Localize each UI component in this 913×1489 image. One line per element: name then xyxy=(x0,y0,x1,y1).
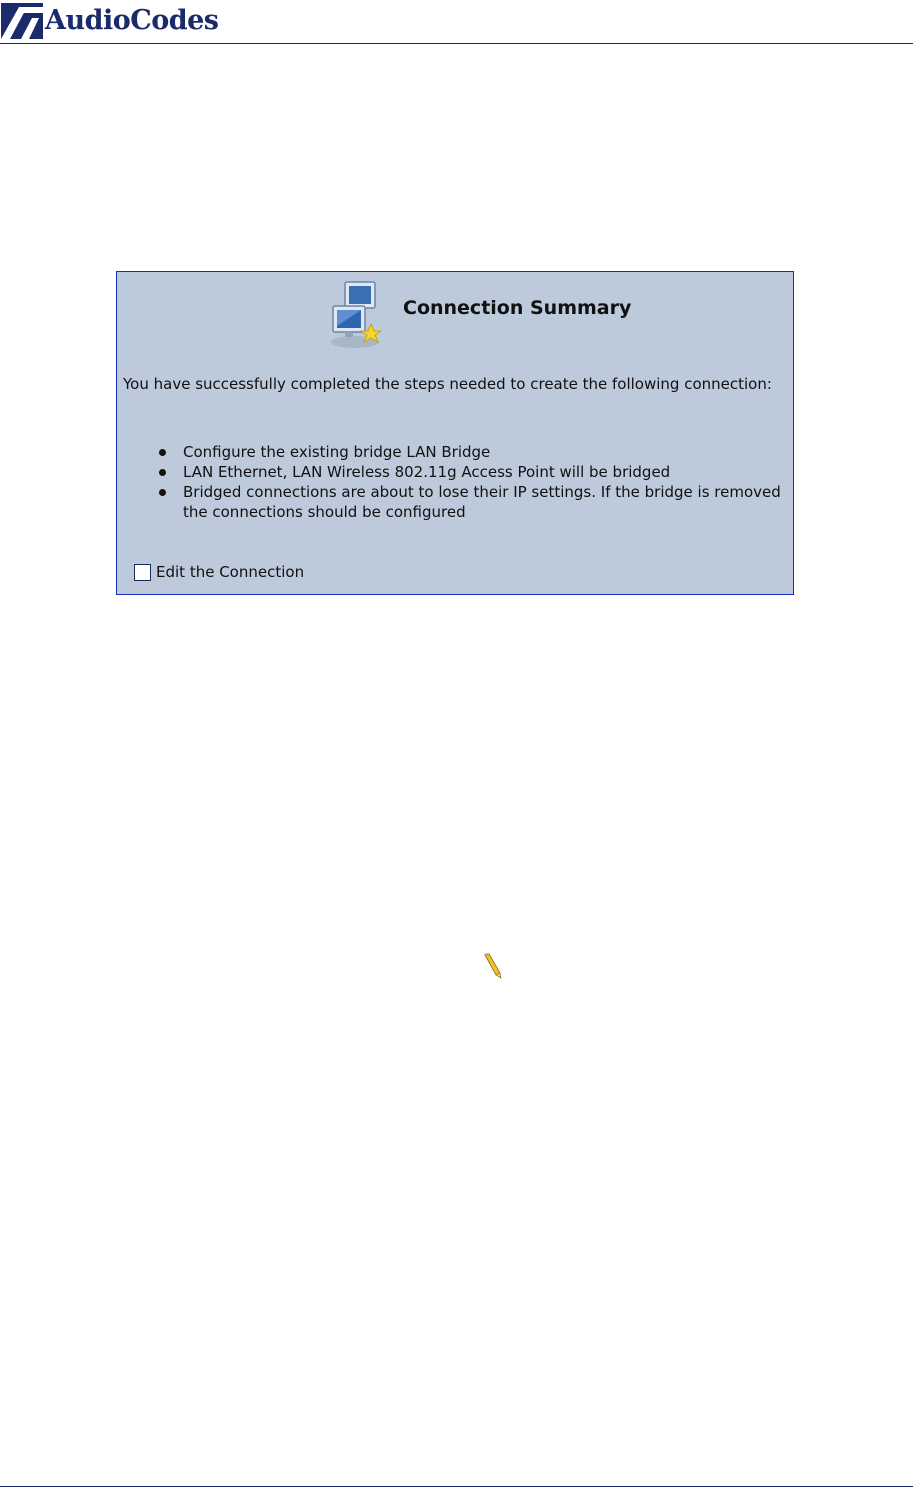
connection-summary-panel xyxy=(116,271,794,595)
audiocodes-logo xyxy=(1,2,218,40)
list-item-text: Configure the existing bridge LAN Bridge xyxy=(183,443,491,461)
panel-title: Connection Summary xyxy=(403,297,632,319)
edit-connection-row[interactable] xyxy=(134,562,304,582)
brand-name: AudioCodes xyxy=(45,5,219,36)
page-header xyxy=(0,0,913,46)
list-item xyxy=(117,482,793,522)
list-item-text: LAN Ethernet, LAN Wireless 802.11g Access Point will be bridged xyxy=(183,463,671,481)
bullet-icon xyxy=(159,489,166,496)
audiocodes-logo-icon xyxy=(1,3,43,39)
footer-divider xyxy=(0,1486,913,1487)
summary-intro-text: You have successfully completed the steps needed to create the following connection: xyxy=(123,375,772,393)
bullet-icon xyxy=(159,449,166,456)
header-divider xyxy=(0,43,913,44)
edit-connection-checkbox[interactable] xyxy=(134,564,151,581)
list-item xyxy=(117,442,793,462)
list-item-text: Bridged connections are about to lose their IP settings. If the bridge is removed the connections should be configured xyxy=(183,483,781,521)
summary-list xyxy=(117,442,793,522)
edit-connection-label[interactable]: Edit the Connection xyxy=(156,563,305,581)
panel-header xyxy=(327,275,631,351)
list-item xyxy=(117,462,793,482)
pencil-icon xyxy=(479,953,503,979)
network-computers-icon xyxy=(327,276,383,350)
bullet-icon xyxy=(159,469,166,476)
